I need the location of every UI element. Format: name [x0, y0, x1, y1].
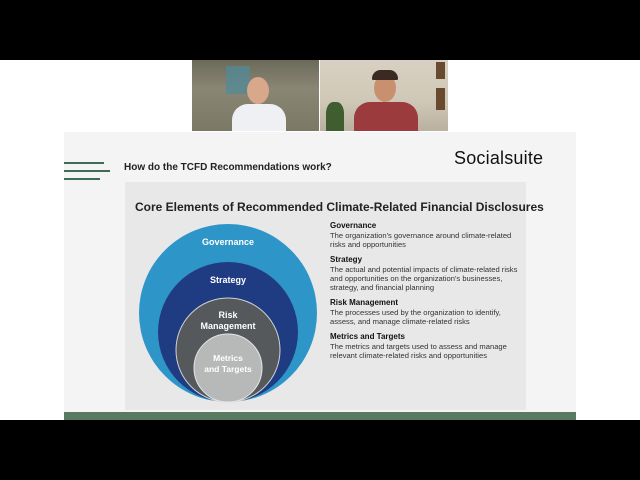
- person-body: [232, 104, 286, 131]
- description-title: Risk Management: [330, 298, 399, 307]
- description-text: The metrics and targets used to assess and manage relevant climate-related risks and opportunities: [330, 342, 507, 360]
- letterbox-top: [0, 0, 640, 60]
- accent-line: [64, 178, 100, 180]
- accent-line: [64, 170, 110, 172]
- footer-bar: [64, 412, 576, 420]
- wall-frame: [436, 62, 445, 79]
- person-head: [247, 77, 269, 104]
- socialsuite-logo: Socialsuite: [454, 148, 544, 168]
- person-hair: [372, 70, 398, 80]
- content-panel: [125, 182, 544, 410]
- plant: [326, 102, 344, 131]
- wall-frame: [436, 88, 445, 110]
- participant-video-left[interactable]: [192, 60, 319, 131]
- core-elements-diagram: [138, 223, 318, 403]
- ring-label-strategy: Strategy: [209, 275, 247, 285]
- description-text: The actual and potential impacts of climate-related risks and opportunities on the organization's businesses, strategy, and financial planning: [330, 265, 518, 292]
- description-title: Strategy: [330, 255, 363, 264]
- letterbox-bottom: [0, 420, 640, 480]
- description-title: Metrics and Targets: [330, 332, 405, 341]
- person-body: [354, 102, 418, 131]
- description-text: The organization's governance around climate-related risks and opportunities: [330, 231, 512, 249]
- description-title: Governance: [330, 221, 377, 230]
- description-strategy: [330, 255, 520, 292]
- description-governance: [330, 221, 520, 249]
- description-list: [330, 221, 520, 366]
- shared-slide: [64, 132, 576, 420]
- description-metrics-targets: [330, 332, 520, 360]
- ring-label-metrics-targets: Metrics and Targets: [204, 353, 252, 374]
- participant-video-right[interactable]: [320, 60, 448, 131]
- slide-question: How do the TCFD Recommendations work?: [124, 162, 332, 173]
- description-text: The processes used by the organization to identify, assess, and manage climate-related risks: [330, 308, 501, 326]
- ring-label-governance: Governance: [201, 237, 255, 247]
- panel-title: Core Elements of Recommended Climate-Related Financial Disclosures: [135, 200, 544, 214]
- description-risk-management: [330, 298, 520, 326]
- ring-label-risk-management: Risk Management: [200, 310, 256, 331]
- accent-line: [64, 162, 104, 164]
- video-stage: [0, 60, 640, 420]
